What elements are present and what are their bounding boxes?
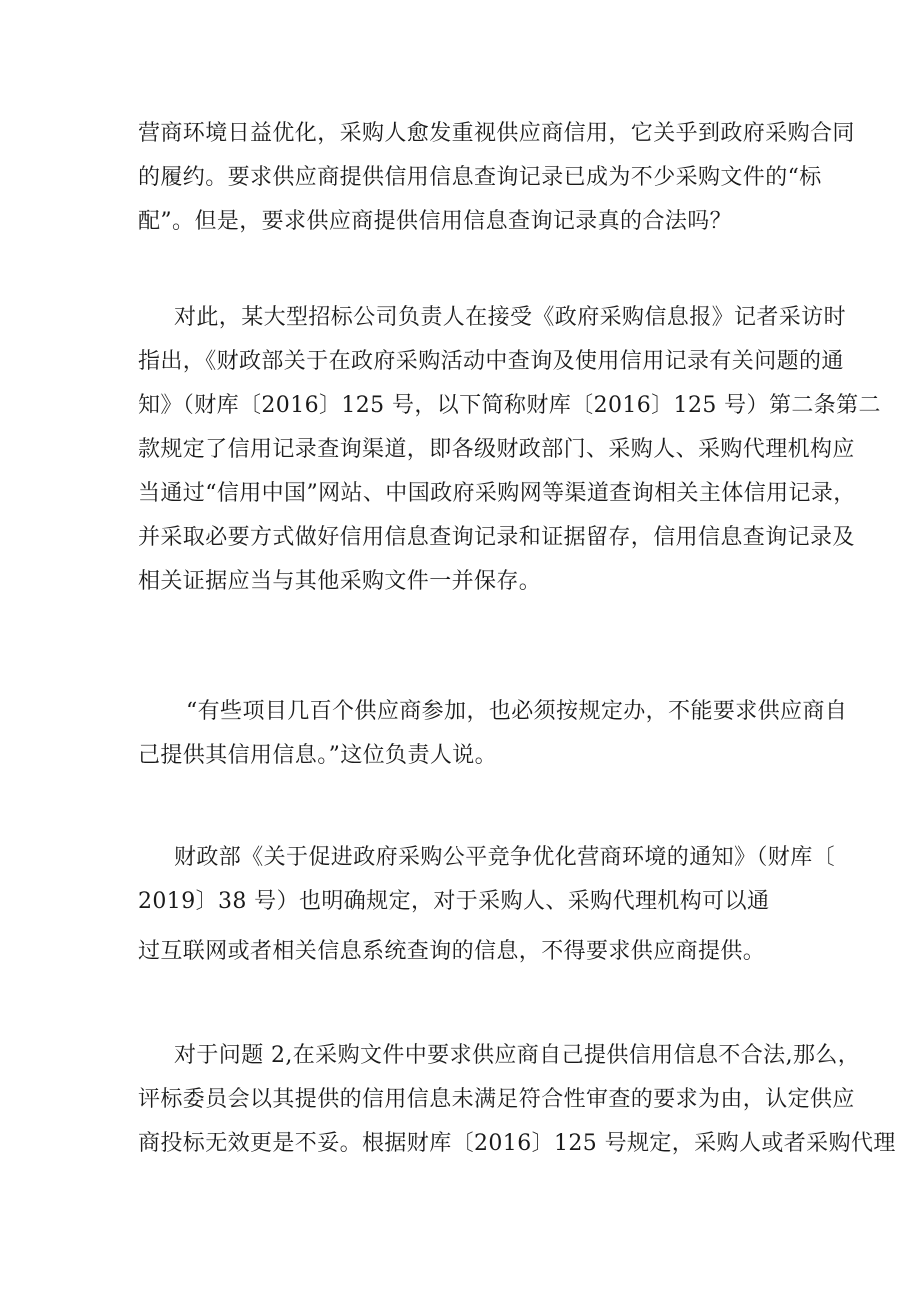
- paragraph-line: 款规定了信用记录查询渠道，即各级财政部门、采购人、采购代理机构应: [138, 437, 855, 462]
- paragraph-line: 对此，某大型招标公司负责人在接受《政府采购信息报》记者采访时: [174, 305, 847, 330]
- paragraph-line: 知》（财库〔2016〕125 号，以下简称财库〔2016〕125 号）第二条第二: [138, 393, 881, 418]
- paragraph-line: 当通过“信用中国”网站、中国政府采购网等渠道查询相关主体信用记录，: [138, 481, 856, 506]
- paragraph-line: 2019〕38 号）也明确规定，对于采购人、采购代理机构可以通: [138, 889, 770, 914]
- paragraph-line: 商投标无效更是不妥。根据财库〔2016〕125 号规定，采购人或者采购代理: [138, 1131, 896, 1156]
- paragraph-line: 相关证据应当与其他采购文件一并保存。: [138, 569, 542, 594]
- paragraph-line: 的履约。要求供应商提供信用信息查询记录已成为不少采购文件的“标: [138, 165, 822, 190]
- paragraph-line: 配”。但是，要求供应商提供信用信息查询记录真的合法吗？: [138, 209, 733, 234]
- paragraph-line: 并采取必要方式做好信用信息查询记录和证据留存，信用信息查询记录及: [138, 525, 855, 550]
- paragraph-3: [138, 690, 848, 778]
- paragraph-line: 营商环境日益优化，采购人愈发重视供应商信用，它关乎到政府采购合同: [138, 121, 855, 146]
- paragraph-2: [138, 296, 881, 604]
- paragraph-line: “有些项目几百个供应商参加，也必须按规定办，不能要求供应商自: [186, 699, 848, 724]
- paragraph-line: 过互联网或者相关信息系统查询的信息，不得要求供应商提供。: [138, 939, 766, 964]
- paragraph-line: 财政部《关于促进政府采购公平竞争优化营商环境的通知》（财库〔: [174, 845, 836, 870]
- paragraph-line: 己提供其信用信息。”这位负责人说。: [138, 743, 498, 768]
- paragraph-line: 对于问题 2,在采购文件中要求供应商自己提供信用信息不合法,那么，: [174, 1043, 861, 1068]
- paragraph-1: [138, 112, 855, 244]
- paragraph-5: [138, 1034, 896, 1166]
- paragraph-line: 指出，《财政部关于在政府采购活动中查询及使用信用记录有关问题的通: [138, 349, 844, 374]
- paragraph-4: [138, 836, 836, 974]
- paragraph-line: 评标委员会以其提供的信用信息未满足符合性审查的要求为由，认定供应: [138, 1087, 855, 1112]
